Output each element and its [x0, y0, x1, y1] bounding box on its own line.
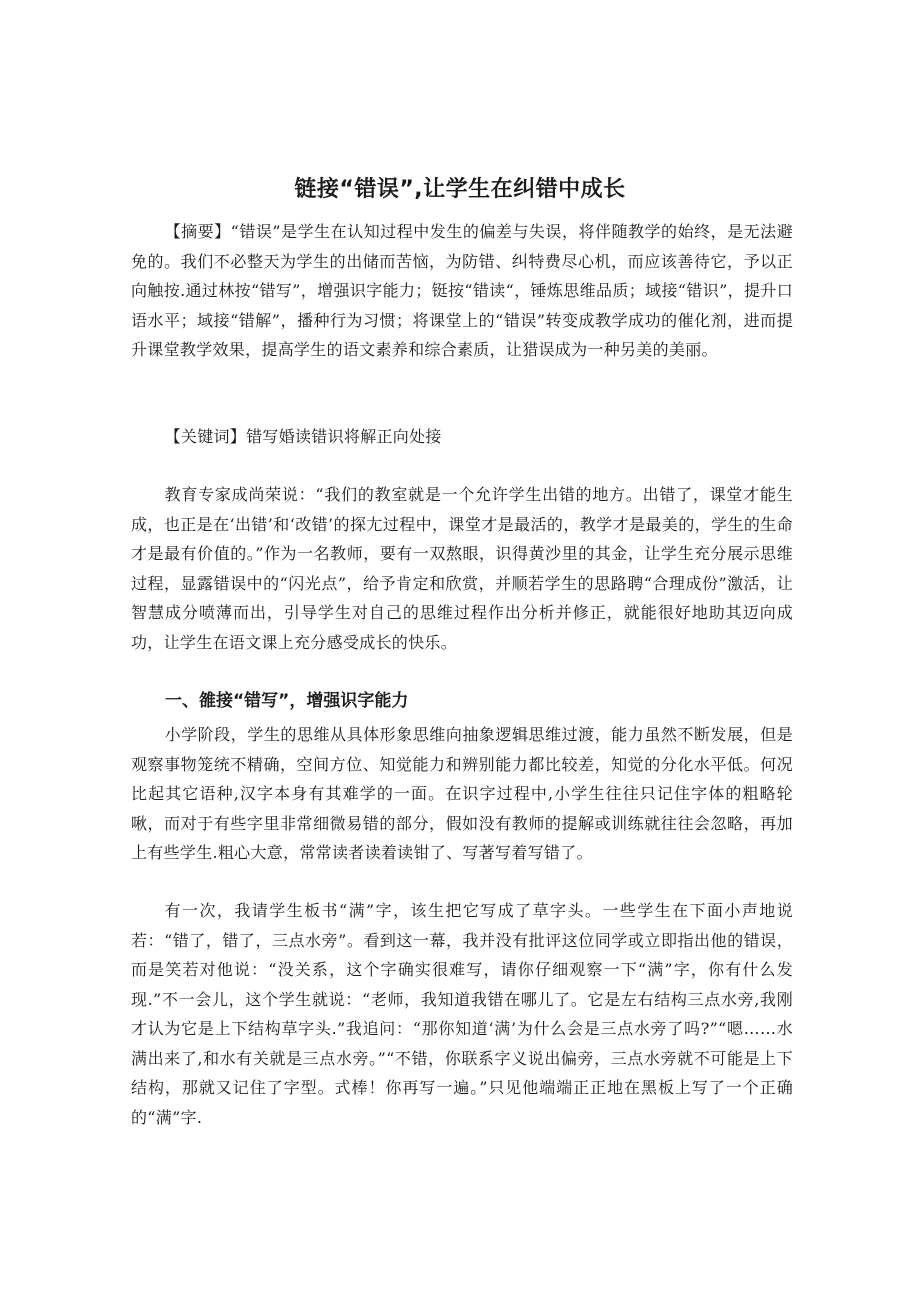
- abstract-paragraph: 【摘要】“错误”是学生在认知过程中发生的偏差与失误，将伴随教学的始终，是无法避免的。我们不必整天为学生的出储而苦恼，为防错、纠特费尽心机，而应该善待它，予以正向触按.通过林按“错写”，增强识字能力；铤按“错读“，锤炼思维品质；域接“错识”，提升口语水平；域接“错解”，播种行为习惯；将课堂上的“错误”转变成教学成功的催化剂，进而提升课堂教学效果，提高学生的语文素养和综合素质，让猎误成为一种另美的美丽。: [131, 222, 793, 359]
- keywords-paragraph: 【关键词】错写婚读错识将解正向处接: [164, 427, 442, 446]
- body-paragraph-2: 有一次，我请学生板书“满”字，该生把它写成了草字头。一些学生在下面小声地说若：“错了，错了，三点水旁”。看到这一幕，我并没有批评这位同学或立即指出他的错误，而是笑若对他说：“没关系，这个字确实很难写，请你仔细观察一下“满”字，你有什么发现.”不一会儿，这个学生就说：“老师，我知道我错在哪儿了。它是左右结构三点水旁,我刚才认为它是上下结构草字头.”我追问：“那你知道‘满’为什么会是三点水旁了吗?”“嗯……水满出来了,和水有关就是三点水旁。”“不错，你联系字义说出偏旁，三点水旁就不可能是上下结构，那就又记住了字型。式棒！你再写一遍。”只见他端端正正地在黑板上写了一个正确的“满”字.: [131, 901, 793, 1127]
- section-heading: 一、雒接“错写”，增强识字能力: [165, 691, 409, 711]
- body-paragraph-1: 小学阶段，学生的思维从具体形象思维向抽象逻辑思维过渡，能力虽然不断发展，但是观察事物笼统不精确，空间方位、知觉能力和辨别能力都比较差，知觉的分化水平低。何况比起其它语种,汉字本身有其难学的一面。在识字过程中,小学生往往只记住字体的粗略轮啾，而对于有些字里非常细微易错的部分，假如没有教师的提解或训练就往往会忽略，再加上有些学生.粗心大意，常常读者读着读钳了、写著写着写错了。: [131, 725, 793, 862]
- intro-paragraph: 教育专家成尚荣说：“我们的教室就是一个允许学生出错的地方。出错了，课堂才能生成，也正是在‘出错’和‘改错’的探尢过程中，课堂才是最活的，教学才是最美的，学生的生命才是最有价值的。”作为一名教师，要有一双熬眼，识得黄沙里的其金，让学生充分展示思维过程，显露错误中的“闪光点”，给予肯定和欣赏，并顺若学生的思路聘“合理成份”激活，让智慧成分喷薄而出，引导学生对自己的思维过程作出分析并修正，就能很好地助其迈向成功，让学生在语文课上充分感受成长的快乐。: [131, 485, 793, 652]
- document-title: 链接“错误”,让学生在纠错中成长: [294, 177, 626, 202]
